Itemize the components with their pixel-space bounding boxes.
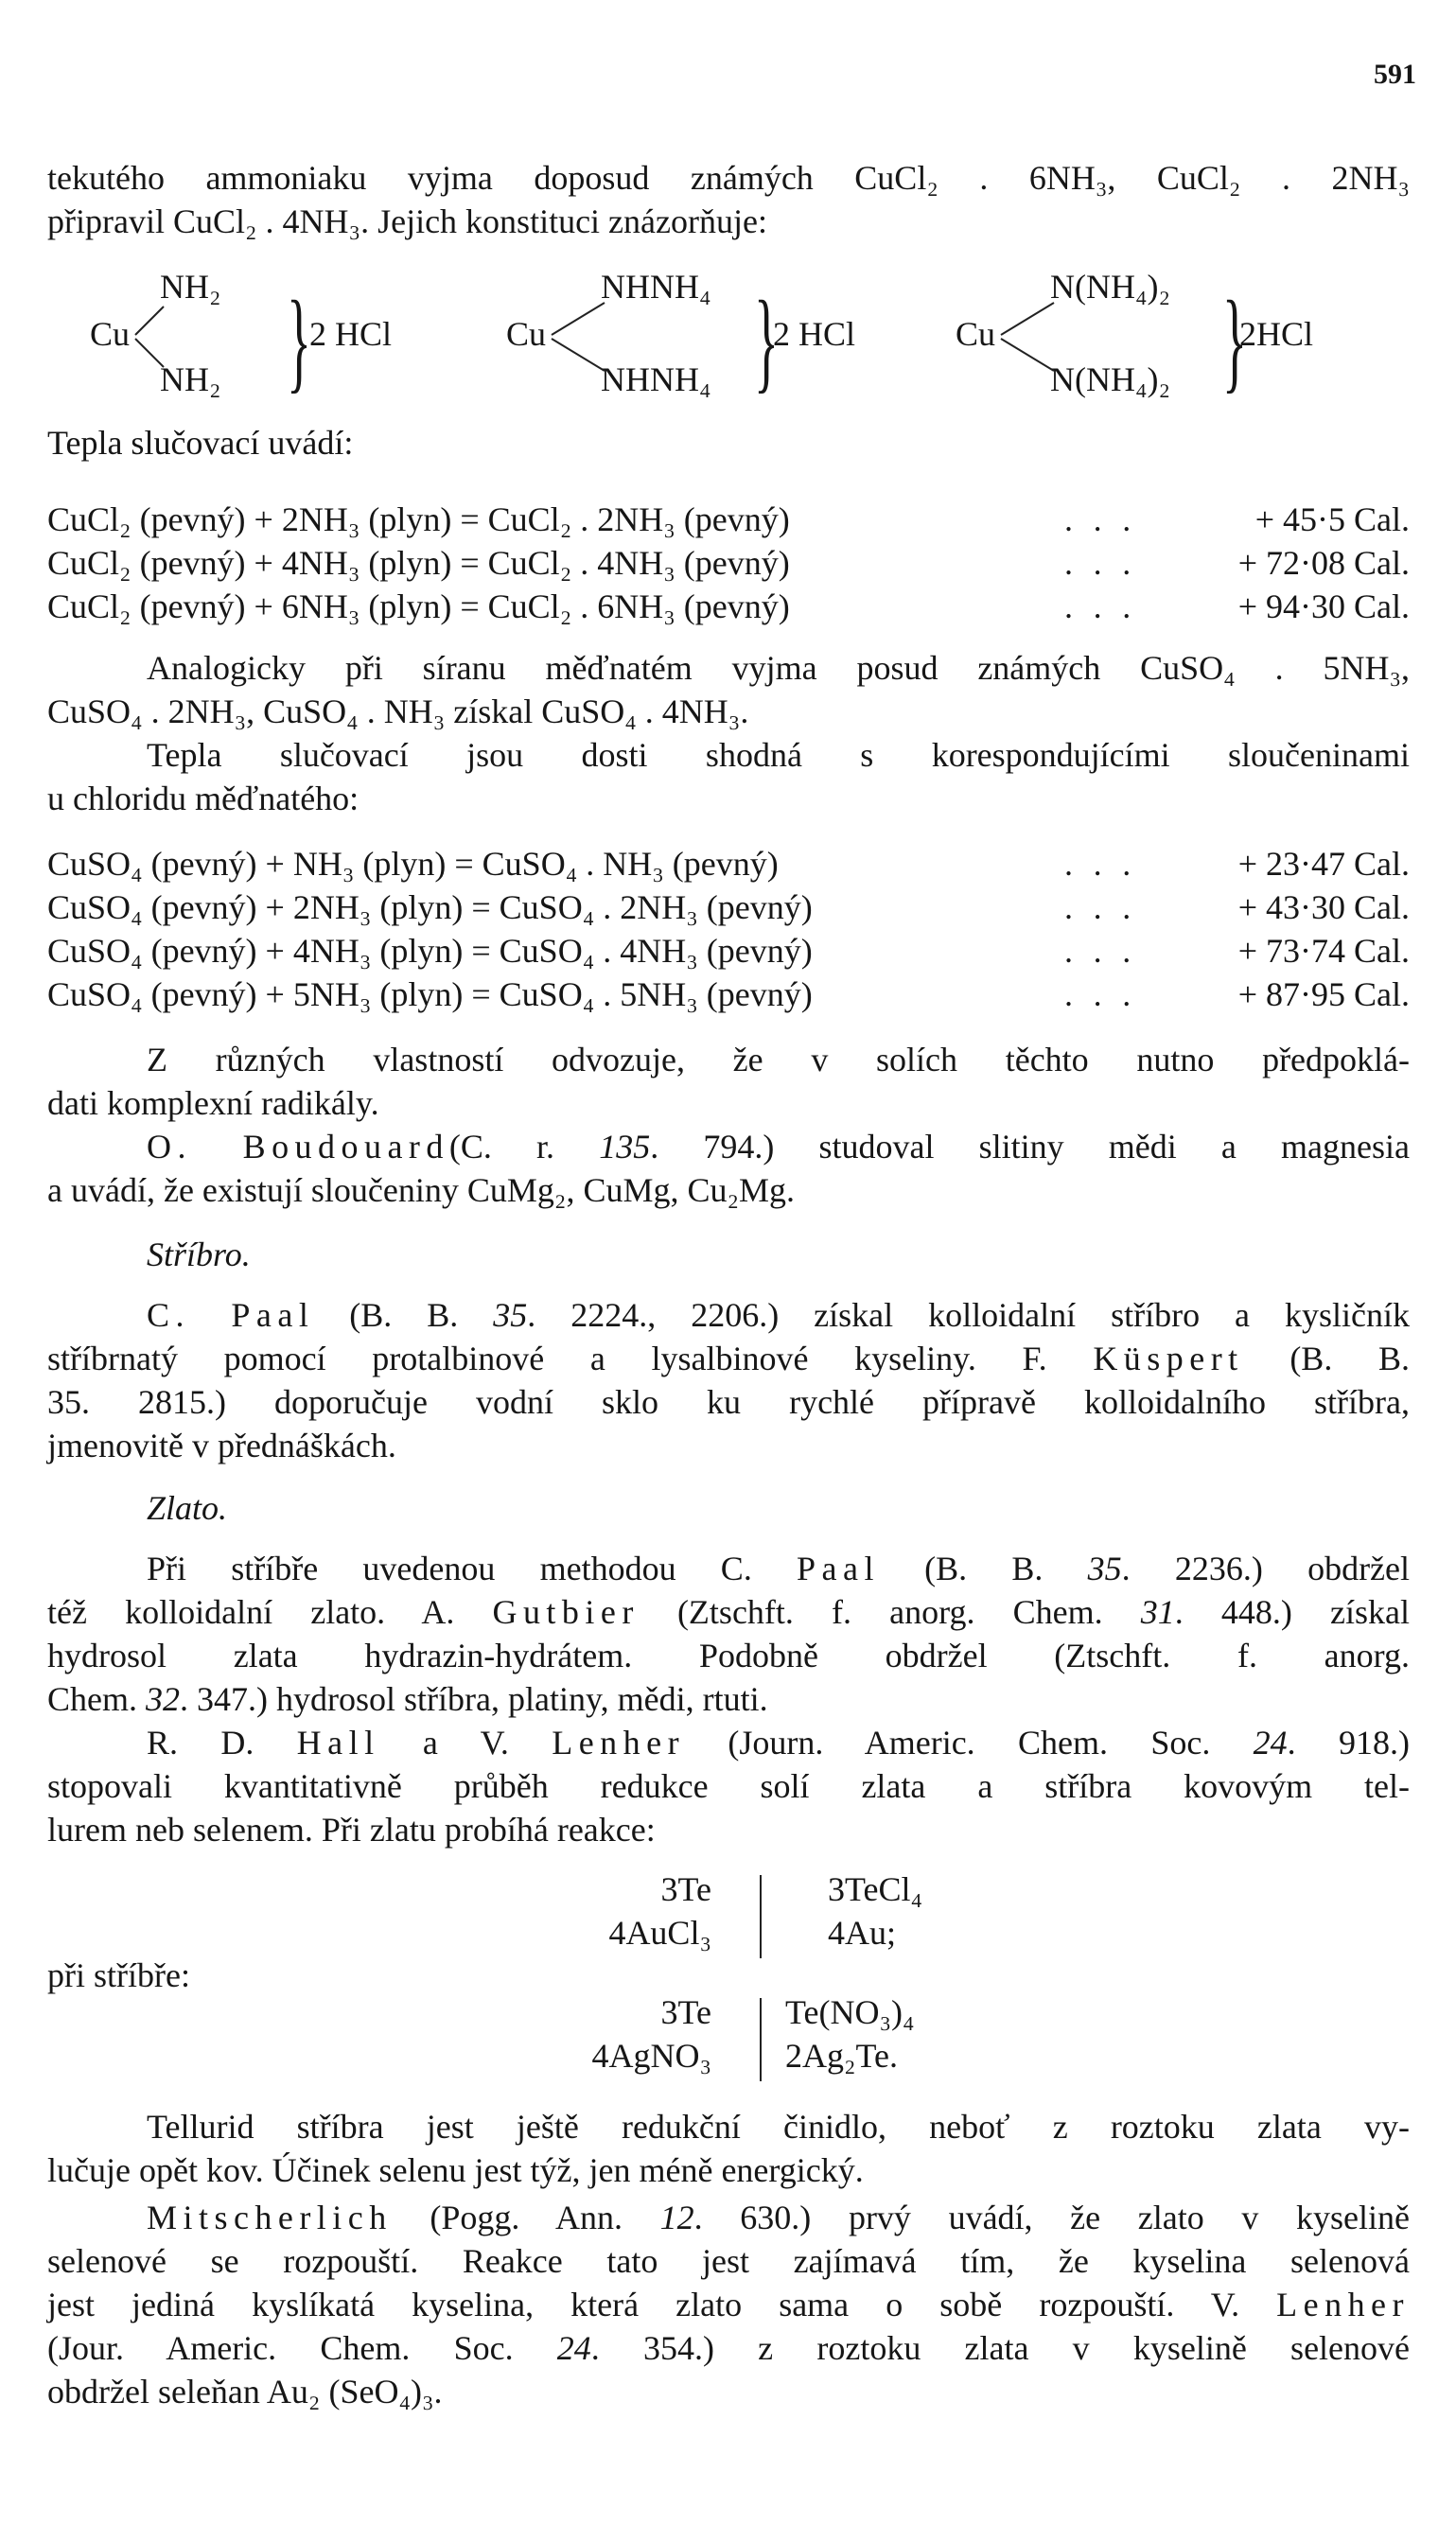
volume-number: 32 (146, 1680, 180, 1718)
mitscherlich-par-line-2: selenové se rozpouští. Reakce tato jest zajímavá tím, že kyselina selenová (47, 2242, 1410, 2280)
reaction-left-1: 3Te (660, 1993, 711, 2031)
intro-line-2: připravil CuCl₂ . 4NH₃. Jejich konstituci znázorňuje: (47, 202, 767, 240)
boudouard-line-1: O. Boudouard(C. r. 135. 794.) studoval slitiny mědi a magnesia (147, 1128, 1410, 1166)
leader-dots: ... (1064, 544, 1151, 582)
reaction-equation: CuSO₄ (pevný) + NH₃ (plyn) = CuSO₄ . NH₃ (pevný) (47, 845, 779, 883)
gold-par-line-2: též kolloidalní zlato. A. Gutbier (Ztschft. f. anorg. Chem. 31. 448.) získal (47, 1593, 1410, 1631)
hcl-suffix: 2 HCl (773, 315, 856, 353)
section-heading-silver: Stříbro. (147, 1236, 251, 1273)
reaction-equation: CuSO₄ (pevný) + 5NH₃ (plyn) = CuSO₄ . 5NH₃ (pevný) (47, 975, 813, 1013)
author-name: Küspert (1093, 1340, 1244, 1377)
complex-par-line-2: dati komplexní radikály. (47, 1084, 379, 1122)
ligand-top: NHNH₄ (601, 268, 711, 306)
reaction-heat: + 73·74 Cal. (1237, 932, 1410, 970)
reaction-equation: CuCl₂ (pevný) + 6NH₃ (plyn) = CuCl₂ . 6NH₃ (pevný) (47, 587, 790, 625)
reaction-right-1: Te(NO₃)₄ (785, 1993, 915, 2031)
volume-number: 135 (599, 1128, 651, 1166)
ligand-bottom: N(NH₄)₂ (1050, 360, 1171, 398)
leader-dots: ... (1064, 587, 1151, 625)
reaction-equation: CuCl₂ (pevný) + 2NH₃ (plyn) = CuCl₂ . 2NH₃ (pevný) (47, 500, 790, 538)
author-name: Lenher (552, 1724, 686, 1762)
sulfate-par-line-4: u chloridu měďnatého: (47, 780, 360, 817)
gold-reaction (530, 1869, 965, 1964)
reaction-heat: + 43·30 Cal. (1237, 888, 1410, 926)
formula-nh2 (90, 267, 412, 409)
silver-reaction (530, 1992, 965, 2087)
hall-par-line-1: R. D. Hall a V. Lenher (Journ. Americ. Chem. Soc. 24. 918.) (147, 1724, 1410, 1762)
complex-par-line-1: Z různých vlastností odvozuje, že v solích těchto nutno předpoklá- (147, 1041, 1410, 1078)
reaction-left-2: 4AgNO₃ (591, 2037, 711, 2075)
reaction-divider (760, 1998, 762, 2081)
volume-number: 35 (493, 1296, 528, 1334)
ligand-top: NH₂ (160, 268, 221, 306)
silver-par-line-4: jmenovitě v přednáškách. (47, 1427, 396, 1464)
volume-number: 12 (659, 2199, 694, 2236)
brace: } (1222, 277, 1247, 403)
section-heading-gold: Zlato. (147, 1489, 228, 1527)
copper-symbol: Cu (956, 315, 996, 353)
volume-number: 24 (556, 2329, 591, 2367)
author-name: Lenher (1276, 2286, 1410, 2323)
boudouard-line-2: a uvádí, že existují sloučeniny CuMg₂, CuMg, Cu₂Mg. (47, 1171, 796, 1209)
reaction-right-1: 3TeCl₄ (828, 1870, 923, 1908)
volume-number: 35 (1087, 1550, 1122, 1587)
telluride-par-line-1: Tellurid stříbra jest ještě redukční činidlo, neboť z roztoku zlata vy- (147, 2108, 1410, 2146)
reaction-left-2: 4AuCl₃ (608, 1914, 711, 1952)
reaction-heat: + 72·08 Cal. (1237, 544, 1410, 582)
leader-dots: ... (1064, 932, 1151, 970)
leader-dots: ... (1064, 888, 1151, 926)
mitscherlich-par-line-3: jest jediná kyslíkatá kyselina, která zlato sama o sobě rozpouští. V. Lenher (47, 2286, 1410, 2323)
leader-dots: ... (1064, 845, 1151, 883)
author-name: O. Boudouard (147, 1128, 449, 1166)
silver-par-line-3: 35. 2815.) doporučuje vodní sklo ku rychlé přípravě kolloidalního stříbra, (47, 1383, 1410, 1421)
mitscherlich-par-line-4: (Jour. Americ. Chem. Soc. 24. 354.) z roztoku zlata v kyselině selenové (47, 2329, 1411, 2367)
page-number: 591 (1374, 59, 1416, 90)
author-name: Mitscherlich (147, 2199, 393, 2236)
hall-par-line-2: stopovali kvantitativně průběh redukce solí zlata a stříbra kovovým tel- (47, 1767, 1410, 1805)
reaction-equation: CuSO₄ (pevný) + 2NH₃ (plyn) = CuSO₄ . 2NH₃ (pevný) (47, 888, 813, 926)
reaction-heat: + 94·30 Cal. (1237, 587, 1410, 625)
copper-symbol: Cu (506, 315, 547, 353)
reaction-heat: + 23·47 Cal. (1237, 845, 1410, 883)
mitscherlich-par-line-1: Mitscherlich (Pogg. Ann. 12. 630.) prvý uvádí, že zlato v kyselině (147, 2199, 1410, 2236)
volume-number: 31 (1140, 1593, 1175, 1631)
author-name: C. Paal (147, 1296, 315, 1334)
gold-par-line-3: hydrosol zlata hydrazin-hydrátem. Podobně obdržel (Ztschft. f. anorg. (47, 1637, 1410, 1674)
hall-par-line-3: lurem neb selenem. Při zlatu probíhá reakce: (47, 1811, 656, 1849)
brace: } (754, 277, 779, 403)
hcl-suffix: 2HCl (1239, 315, 1314, 353)
copper-symbol: Cu (90, 315, 131, 353)
formula-n-nh4-2 (956, 267, 1400, 409)
sulfate-par-line-3: Tepla slučovací jsou dosti shodná s korespondujícími sloučeninami (147, 736, 1410, 774)
author-name: Paal (797, 1550, 880, 1587)
heat-heading-chloride: Tepla slučovací uvádí: (47, 424, 354, 462)
brace: } (287, 277, 311, 403)
silver-reaction-label: při stříbře: (47, 1956, 190, 1994)
leader-dots: ... (1064, 975, 1151, 1013)
reaction-equation: CuCl₂ (pevný) + 4NH₃ (plyn) = CuCl₂ . 4NH₃ (pevný) (47, 544, 790, 582)
author-name: Gutbier (492, 1593, 640, 1631)
sulfate-par-line-1: Analogicky při síranu měďnatém vyjma posud známých CuSO₄ . 5NH₃, (147, 649, 1410, 687)
reaction-heat: + 87·95 Cal. (1237, 975, 1410, 1013)
silver-par-line-2: stříbrnatý pomocí protalbinové a lysalbinové kyseliny. F. Küspert (B. B. (47, 1340, 1410, 1377)
reaction-right-2: 2Ag₂Te. (785, 2037, 899, 2075)
ligand-top: N(NH₄)₂ (1050, 268, 1171, 306)
author-name: Hall (296, 1724, 380, 1762)
reaction-divider (760, 1875, 762, 1958)
reaction-heat: + 45·5 Cal. (1254, 500, 1410, 538)
telluride-par-line-2: lučuje opět kov. Účinek selenu jest týž, jen méně energický. (47, 2151, 864, 2189)
formula-nhnh4 (506, 267, 885, 409)
reaction-equation: CuSO₄ (pevný) + 4NH₃ (plyn) = CuSO₄ . 4NH₃ (pevný) (47, 932, 813, 970)
ligand-bottom: NHNH₄ (601, 360, 711, 398)
silver-par-line-1: C. Paal (B. B. 35. 2224., 2206.) získal kolloidalní stříbro a kysličník (147, 1296, 1410, 1334)
mitscherlich-par-line-5: obdržel seleňan Au₂ (SeO₄)₃. (47, 2373, 443, 2411)
intro-line-1: tekutého ammoniaku vyjma doposud známých CuCl₂ . 6NH₃, CuCl₂ . 2NH₃ (47, 159, 1410, 197)
ligand-bottom: NH₂ (160, 360, 221, 398)
gold-par-line-4: Chem. 32. 347.) hydrosol stříbra, platiny, mědi, rtuti. (47, 1680, 768, 1718)
gold-par-line-1: Při stříbře uvedenou methodou C. Paal (B. B. 35. 2236.) obdržel (147, 1550, 1411, 1587)
reaction-left-1: 3Te (660, 1870, 711, 1908)
reaction-right-2: 4Au; (828, 1914, 896, 1952)
sulfate-par-line-2: CuSO₄ . 2NH₃, CuSO₄ . NH₃ získal CuSO₄ . 4NH₃. (47, 692, 749, 730)
hcl-suffix: 2 HCl (309, 315, 393, 353)
leader-dots: ... (1064, 500, 1151, 538)
volume-number: 24 (1253, 1724, 1288, 1762)
